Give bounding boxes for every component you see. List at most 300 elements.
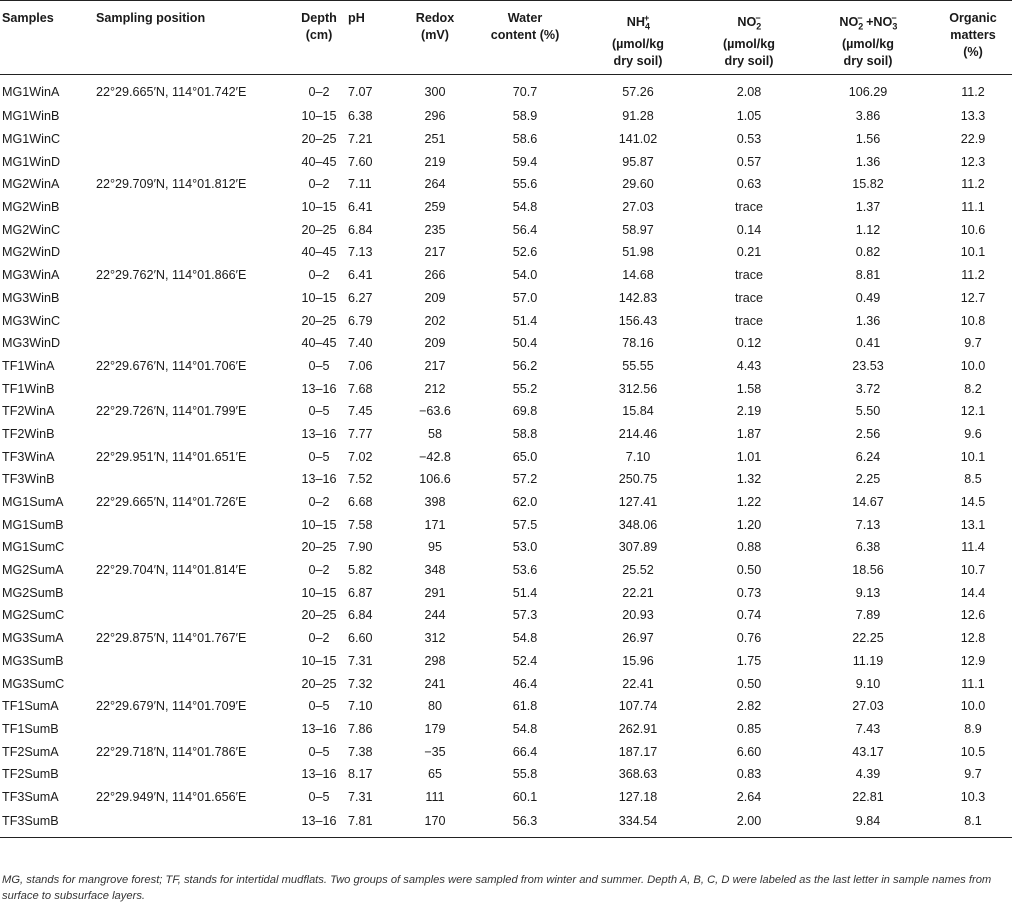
cell-sampling-position: 22°29.679′N, 114°01.709′E	[96, 699, 247, 714]
cell-water-content: 54.8	[512, 631, 538, 646]
cell-no2: 4.43	[736, 358, 762, 373]
cell-water-content: 61.8	[512, 699, 538, 714]
cell-no2: 1.87	[736, 426, 762, 441]
cell-organic-matters: 13.3	[960, 109, 986, 124]
cell-water-content: 57.3	[512, 608, 538, 623]
cell-no2-no3: 1.12	[855, 222, 881, 237]
cell-sample: TF1SumB	[2, 721, 59, 736]
cell-no2-no3: 43.17	[852, 744, 884, 759]
cell-no2-no3: 0.82	[855, 245, 881, 260]
cell-nh4: 15.84	[622, 404, 654, 419]
cell-redox: 106.6	[419, 472, 451, 487]
cell-redox: 312	[424, 631, 446, 646]
cell-sampling-position	[96, 604, 290, 627]
cell-depth: 10–15	[301, 109, 337, 124]
header-redox: Redox (mV)	[400, 1, 470, 75]
cell-sample: MG3SumC	[2, 676, 65, 691]
cell-no2: trace	[735, 313, 763, 328]
cell-water-content: 50.4	[512, 336, 538, 351]
cell-water-content: 56.3	[470, 808, 580, 838]
cell-no2: 2.00	[696, 808, 802, 838]
table-row	[0, 173, 1012, 196]
cell-no2: 0.74	[736, 608, 762, 623]
cell-sample: MG1SumB	[2, 517, 64, 532]
cell-nh4: 368.63	[618, 767, 658, 782]
cell-ph: 7.86	[348, 721, 373, 736]
cell-no2: 0.57	[736, 154, 762, 169]
cell-water-content: 51.4	[512, 313, 538, 328]
cell-ph: 7.38	[348, 744, 373, 759]
cell-sample: TF3WinB	[2, 472, 55, 487]
cell-sample: MG3WinD	[2, 336, 61, 351]
cell-nh4: 55.55	[622, 358, 654, 373]
cell-sampling-position: 22°29.665′N, 114°01.742′E	[96, 85, 247, 99]
cell-redox: −63.6	[419, 404, 451, 419]
cell-nh4: 307.89	[618, 540, 658, 555]
table-row	[0, 287, 1012, 310]
cell-no2-no3: 3.86	[855, 109, 881, 124]
cell-redox: 179	[424, 721, 446, 736]
cell-sampling-position: 22°29.665′N, 114°01.726′E	[96, 495, 247, 510]
cell-sampling-position	[96, 332, 290, 355]
table-row	[0, 786, 1012, 809]
cell-ph: 6.87	[348, 585, 373, 600]
table-row	[0, 627, 1012, 650]
cell-water-content: 59.4	[512, 154, 538, 169]
cell-no2-no3: 9.84	[802, 808, 934, 838]
cell-no2-no3: 18.56	[852, 563, 884, 578]
cell-depth: 0–5	[308, 789, 330, 804]
cell-no2: 1.32	[736, 472, 762, 487]
table-row	[0, 468, 1012, 491]
table-row	[0, 400, 1012, 423]
cell-redox: 219	[424, 154, 446, 169]
cell-nh4: 91.28	[622, 109, 654, 124]
cell-sample: MG2WinB	[2, 200, 60, 215]
cell-water-content: 46.4	[512, 676, 538, 691]
cell-sampling-position: 22°29.676′N, 114°01.706′E	[96, 358, 247, 373]
cell-organic-matters: 11.2	[961, 268, 985, 283]
cell-sampling-position	[96, 581, 290, 604]
cell-no2-no3: 22.81	[852, 789, 884, 804]
cell-depth: 20–25	[301, 132, 337, 147]
cell-water-content: 55.6	[512, 177, 538, 192]
cell-nh4: 262.91	[618, 721, 658, 736]
cell-ph: 7.40	[348, 336, 373, 351]
cell-no2: 0.88	[736, 540, 762, 555]
cell-depth: 0–5	[308, 449, 330, 464]
cell-no2: 0.76	[736, 631, 762, 646]
cell-ph: 7.58	[348, 517, 373, 532]
cell-nh4: 25.52	[622, 563, 654, 578]
cell-ph: 7.10	[348, 699, 373, 714]
cell-ph: 5.82	[348, 563, 373, 578]
cell-ph: 7.52	[348, 472, 373, 487]
table-row	[0, 513, 1012, 536]
cell-no2-no3: 1.36	[855, 313, 881, 328]
cell-no2: 6.60	[736, 744, 762, 759]
cell-redox: 300	[424, 85, 446, 99]
cell-no2-no3: 1.37	[855, 200, 881, 215]
cell-organic-matters: 12.6	[960, 608, 986, 623]
cell-sample: TF1WinB	[2, 381, 55, 396]
cell-sampling-position	[96, 128, 290, 151]
cell-water-content: 69.8	[512, 404, 538, 419]
cell-no2-no3: 7.13	[855, 517, 881, 532]
cell-depth: 0–2	[308, 268, 330, 283]
cell-sampling-position	[96, 241, 290, 264]
header-depth: Depth (cm)	[290, 1, 348, 75]
cell-no2: 2.19	[736, 404, 762, 419]
cell-ph: 7.31	[348, 653, 373, 668]
table-row	[0, 75, 1012, 106]
header-samples: Samples	[0, 1, 96, 75]
cell-ph: 6.79	[348, 313, 373, 328]
table-row	[0, 695, 1012, 718]
cell-sampling-position: 22°29.949′N, 114°01.656′E	[96, 789, 247, 804]
cell-water-content: 58.8	[512, 426, 538, 441]
cell-nh4: 348.06	[618, 517, 658, 532]
cell-sampling-position	[96, 536, 290, 559]
cell-no2-no3: 106.29	[848, 85, 888, 99]
cell-sampling-position	[96, 309, 290, 332]
cell-organic-matters: 8.2	[964, 381, 982, 396]
table-row	[0, 536, 1012, 559]
cell-depth: 0–2	[308, 495, 330, 510]
cell-redox: 348	[424, 563, 446, 578]
cell-no2-no3: 0.41	[855, 336, 881, 351]
cell-redox: −42.8	[419, 449, 451, 464]
cell-redox: 251	[424, 132, 446, 147]
cell-no2: 0.63	[736, 177, 762, 192]
cell-sampling-position	[96, 287, 290, 310]
cell-organic-matters: 22.9	[960, 132, 986, 147]
cell-nh4: 15.96	[622, 653, 654, 668]
header-row	[0, 1, 1012, 75]
cell-depth: 13–16	[301, 767, 337, 782]
cell-no2: 0.53	[736, 132, 762, 147]
cell-sampling-position	[96, 672, 290, 695]
cell-sampling-position	[96, 196, 290, 219]
cell-ph: 7.06	[348, 358, 373, 373]
cell-no2-no3: 22.25	[852, 631, 884, 646]
cell-no2: 0.85	[736, 721, 762, 736]
table-row	[0, 264, 1012, 287]
cell-organic-matters: 11.4	[961, 540, 985, 555]
table-row	[0, 128, 1012, 151]
cell-organic-matters: 9.7	[964, 767, 982, 782]
cell-nh4: 29.60	[622, 177, 654, 192]
cell-depth: 13–16	[301, 472, 337, 487]
header-ph: pH	[348, 1, 400, 75]
cell-water-content: 54.8	[512, 721, 538, 736]
cell-sample: MG3WinC	[2, 313, 61, 328]
cell-organic-matters: 14.5	[960, 495, 986, 510]
cell-sampling-position: 22°29.726′N, 114°01.799′E	[96, 404, 247, 419]
cell-organic-matters: 9.6	[964, 426, 982, 441]
cell-sample: TF2WinA	[2, 404, 55, 419]
cell-organic-matters: 8.5	[964, 472, 982, 487]
cell-no2-no3: 1.56	[855, 132, 881, 147]
cell-redox: 80	[427, 699, 442, 714]
cell-sample: MG2WinC	[2, 222, 61, 237]
cell-organic-matters: 14.4	[960, 585, 986, 600]
cell-depth: 0–2	[308, 85, 330, 99]
cell-organic-matters: 10.5	[960, 744, 986, 759]
cell-depth: 20–25	[301, 608, 337, 623]
cell-sample: MG1WinB	[2, 109, 60, 124]
cell-water-content: 55.8	[512, 767, 538, 782]
cell-sample: TF3WinA	[2, 449, 55, 464]
cell-nh4: 312.56	[618, 381, 658, 396]
cell-water-content: 56.2	[512, 358, 538, 373]
table-row	[0, 672, 1012, 695]
cell-sampling-position	[96, 763, 290, 786]
cell-redox: 217	[424, 358, 446, 373]
cell-nh4: 107.74	[618, 699, 658, 714]
table-row	[0, 740, 1012, 763]
cell-no2: 0.12	[736, 336, 762, 351]
cell-no2-no3: 2.25	[855, 472, 881, 487]
cell-depth: 20–25	[301, 676, 337, 691]
cell-no2: 1.22	[736, 495, 762, 510]
cell-no2-no3: 15.82	[852, 177, 884, 192]
cell-sampling-position	[96, 150, 290, 173]
cell-organic-matters: 9.7	[964, 336, 982, 351]
cell-sample: MG2WinA	[2, 177, 60, 192]
cell-sample: TF1SumA	[2, 699, 59, 714]
cell-sample: TF2SumB	[2, 767, 59, 782]
cell-sampling-position: 22°29.875′N, 114°01.767′E	[96, 631, 247, 646]
cell-sampling-position	[96, 377, 290, 400]
cell-ph: 6.60	[348, 631, 373, 646]
cell-nh4: 127.41	[618, 495, 658, 510]
cell-organic-matters: 10.6	[960, 222, 986, 237]
cell-no2-no3: 27.03	[852, 699, 884, 714]
cell-sample: MG3WinA	[2, 268, 60, 283]
table-footnote: MG, stands for mangrove forest; TF, stands for intertidal mudflats. Two groups of samples were sampled from winter and summer. Depth A, B, C, D were labeled as the last letter in sample names from surface to subsurface layers.	[2, 874, 992, 902]
cell-redox: 111	[425, 789, 445, 804]
cell-sampling-position: 22°29.718′N, 114°01.786′E	[96, 744, 247, 759]
cell-depth: 10–15	[301, 653, 337, 668]
cell-ph: 6.68	[348, 495, 373, 510]
cell-depth: 40–45	[301, 154, 337, 169]
cell-organic-matters: 10.0	[960, 358, 986, 373]
cell-redox: 171	[424, 517, 446, 532]
cell-organic-matters: 12.9	[960, 653, 986, 668]
cell-depth: 13–16	[290, 808, 348, 838]
table-row	[0, 218, 1012, 241]
cell-no2: 0.50	[736, 563, 762, 578]
cell-depth: 10–15	[301, 585, 337, 600]
cell-no2: 0.50	[736, 676, 762, 691]
header-no2-no3: $NO_2^- +NO_3^-$ (µmol/kg dry soil)	[802, 1, 934, 75]
cell-redox: 244	[424, 608, 446, 623]
cell-ph: 7.11	[348, 177, 372, 192]
cell-sample: TF2WinB	[2, 426, 55, 441]
cell-depth: 40–45	[301, 336, 337, 351]
cell-sampling-position	[96, 513, 290, 536]
cell-depth: 0–5	[308, 358, 330, 373]
cell-no2-no3: 6.38	[855, 540, 881, 555]
cell-no2: 0.83	[736, 767, 762, 782]
cell-redox: 235	[424, 222, 446, 237]
cell-nh4: 58.97	[622, 222, 654, 237]
cell-redox: 266	[424, 268, 446, 283]
cell-ph: 6.84	[348, 608, 373, 623]
cell-redox: 58	[427, 426, 442, 441]
cell-ph: 7.31	[348, 789, 373, 804]
cell-depth: 20–25	[301, 540, 337, 555]
cell-sampling-position: 22°29.762′N, 114°01.866′E	[96, 268, 247, 283]
cell-organic-matters: 10.0	[960, 699, 986, 714]
table-row	[0, 241, 1012, 264]
cell-no2-no3: 9.13	[855, 585, 881, 600]
cell-ph: 7.90	[348, 540, 373, 555]
cell-sampling-position	[96, 423, 290, 446]
cell-depth: 0–2	[308, 563, 330, 578]
cell-nh4: 78.16	[622, 336, 654, 351]
cell-redox: 298	[424, 653, 446, 668]
cell-organic-matters: 12.3	[960, 154, 986, 169]
cell-nh4: 26.97	[622, 631, 654, 646]
cell-organic-matters: 10.1	[960, 449, 986, 464]
cell-water-content: 53.0	[512, 540, 538, 555]
cell-water-content: 62.0	[512, 495, 538, 510]
cell-ph: 7.32	[348, 676, 373, 691]
table-row	[0, 581, 1012, 604]
table-row	[0, 559, 1012, 582]
table-row	[0, 491, 1012, 514]
cell-no2: 0.21	[736, 245, 762, 260]
cell-redox: 212	[424, 381, 446, 396]
cell-depth: 13–16	[301, 721, 337, 736]
cell-sample: MG1WinD	[2, 154, 61, 169]
cell-organic-matters: 11.1	[961, 676, 985, 691]
cell-ph: 6.84	[348, 222, 373, 237]
cell-ph: 8.17	[348, 767, 373, 782]
cell-ph: 7.45	[348, 404, 373, 419]
cell-no2-no3: 5.50	[855, 404, 881, 419]
cell-sample: TF3SumB	[0, 808, 96, 838]
cell-nh4: 51.98	[622, 245, 654, 260]
cell-redox: −35	[424, 744, 446, 759]
cell-nh4: 214.46	[618, 426, 658, 441]
cell-redox: 209	[424, 336, 446, 351]
cell-organic-matters: 8.9	[964, 721, 982, 736]
cell-sample: TF1WinA	[2, 358, 55, 373]
cell-no2: 1.01	[736, 449, 762, 464]
cell-water-content: 58.9	[512, 109, 538, 124]
cell-nh4: 334.54	[580, 808, 696, 838]
cell-no2-no3: 2.56	[855, 426, 881, 441]
cell-depth: 0–2	[308, 177, 330, 192]
cell-depth: 0–5	[308, 404, 330, 419]
cell-no2: trace	[735, 268, 763, 283]
cell-water-content: 52.4	[512, 653, 538, 668]
cell-no2: 2.64	[736, 789, 762, 804]
cell-ph: 6.41	[348, 268, 373, 283]
cell-nh4: 95.87	[622, 154, 654, 169]
cell-sample: MG2WinD	[2, 245, 61, 260]
table-row	[0, 808, 1012, 838]
cell-organic-matters: 10.1	[960, 245, 986, 260]
cell-redox: 65	[427, 767, 442, 782]
cell-no2: 0.14	[736, 222, 762, 237]
cell-sample: MG3SumA	[2, 631, 64, 646]
cell-ph: 7.07	[348, 85, 373, 99]
cell-no2-no3: 23.53	[852, 358, 884, 373]
header-no2: $NO_2^-$ (µmol/kg dry soil)	[696, 1, 802, 75]
cell-organic-matters: 10.7	[960, 563, 986, 578]
cell-water-content: 70.7	[512, 85, 538, 99]
table-row	[0, 763, 1012, 786]
cell-water-content: 66.4	[512, 744, 538, 759]
cell-water-content: 55.2	[512, 381, 538, 396]
cell-redox: 296	[424, 109, 446, 124]
cell-sample: MG1WinA	[2, 85, 60, 99]
cell-ph: 7.21	[348, 132, 373, 147]
cell-nh4: 156.43	[618, 313, 658, 328]
cell-depth: 13–16	[301, 381, 337, 396]
cell-depth: 20–25	[301, 222, 337, 237]
table-row	[0, 377, 1012, 400]
table-row	[0, 309, 1012, 332]
cell-nh4: 14.68	[622, 268, 654, 283]
cell-depth: 0–2	[308, 631, 330, 646]
cell-no2-no3: 9.10	[855, 676, 881, 691]
cell-organic-matters: 8.1	[934, 808, 1012, 838]
cell-water-content: 51.4	[512, 585, 538, 600]
table-row	[0, 423, 1012, 446]
table-row	[0, 355, 1012, 378]
cell-ph: 6.27	[348, 290, 373, 305]
cell-depth: 10–15	[301, 517, 337, 532]
header-sampling-position: Sampling position	[96, 1, 290, 75]
cell-nh4: 22.41	[622, 676, 654, 691]
cell-water-content: 57.2	[512, 472, 538, 487]
cell-organic-matters: 10.3	[960, 789, 986, 804]
cell-ph: 7.77	[348, 426, 373, 441]
cell-no2-no3: 8.81	[855, 268, 881, 283]
cell-water-content: 65.0	[512, 449, 538, 464]
cell-ph: 7.13	[348, 245, 373, 260]
cell-redox: 95	[427, 540, 442, 555]
cell-ph: 7.81	[348, 808, 400, 838]
cell-no2-no3: 4.39	[855, 767, 881, 782]
cell-organic-matters: 10.8	[960, 313, 986, 328]
cell-nh4: 187.17	[618, 744, 658, 759]
cell-depth: 0–5	[308, 744, 330, 759]
cell-sample: MG1SumC	[2, 540, 65, 555]
cell-organic-matters: 11.2	[961, 85, 985, 99]
cell-no2-no3: 1.36	[855, 154, 881, 169]
cell-organic-matters: 12.8	[960, 631, 986, 646]
cell-water-content: 57.0	[512, 290, 538, 305]
table-row	[0, 650, 1012, 673]
cell-sample: MG2SumA	[2, 563, 64, 578]
cell-redox: 209	[424, 290, 446, 305]
cell-depth: 40–45	[301, 245, 337, 260]
cell-depth: 20–25	[301, 313, 337, 328]
cell-organic-matters: 12.1	[960, 404, 986, 419]
cell-organic-matters: 13.1	[960, 517, 986, 532]
cell-sample: TF2SumA	[2, 744, 59, 759]
cell-water-content: 58.6	[512, 132, 538, 147]
cell-no2: trace	[735, 290, 763, 305]
cell-sampling-position: 22°29.709′N, 114°01.812′E	[96, 177, 247, 192]
cell-depth: 13–16	[301, 426, 337, 441]
